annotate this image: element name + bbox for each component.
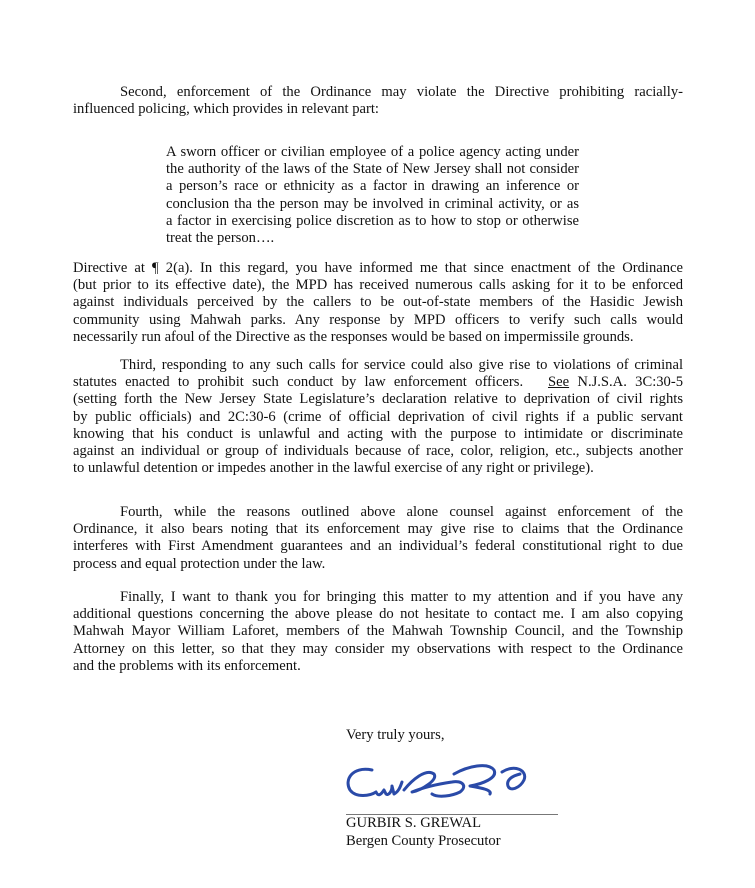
text-line: interferes with First Amendment guarantees and an individual’s federal constitutional right to due (73, 538, 683, 555)
text-line (73, 374, 683, 391)
text-line: (but prior to its effective date), the MPD has received numerous calls asking for it to be enforced (73, 277, 683, 294)
text-line: Fourth, while the reasons outlined above alone counsel against enforcement of the (120, 504, 683, 520)
block-quote (166, 144, 579, 247)
signer-block (346, 815, 501, 850)
text-line: process and equal protection under the law. (73, 555, 326, 572)
text-line: (setting forth the New Jersey State Legislature’s declaration relative to deprivation of civil rights (73, 391, 683, 408)
quote-line: treat the person…. (166, 229, 275, 246)
closing: Very truly yours, (346, 727, 445, 743)
text-line: knowing that his conduct is unlawful and acting with the purpose to intimidate or discriminate (73, 425, 683, 442)
paragraph-fourth (73, 504, 683, 573)
text-line: community using Mahwah parks. Any response by MPD officers to verify such calls would (73, 311, 683, 328)
text-line: by public officials) and 2C:30-6 (crime of official deprivation of civil rights if a public servant (73, 408, 683, 425)
text-line: Attorney on this letter, so that they may consider my observations with respect to the Ordinance (73, 640, 683, 657)
text-line: necessarily run afoul of the Directive as the responses would be based on impermissile grounds. (73, 328, 634, 345)
paragraph-finally (73, 589, 683, 675)
text-line: Mahwah Mayor William Laforet, members of the Mahwah Township Council, and the Township (73, 623, 683, 640)
quote-line: conclusion tha the person may be involved in criminal activity, or as (166, 195, 579, 212)
see-signal: See (548, 374, 570, 391)
signer-title: Bergen County Prosecutor (346, 832, 501, 849)
signer-name: GURBIR S. GREWAL (346, 815, 481, 831)
text-segment: statutes enacted to prohibit such conduct by law enforcement officers. (73, 374, 524, 391)
quote-line: the authority of the laws of the State of New Jersey shall not consider (166, 161, 579, 178)
signature (342, 752, 542, 812)
statute-citation: N.J.S.A. 3C:30-5 (577, 374, 684, 391)
text-line: against an individual or group of individuals because of race, color, religion, etc., subjects another (73, 442, 683, 459)
text-line: against individuals perceived by the callers to be out-of-state members of the Hasidic Jewish (73, 294, 683, 311)
text-line: additional questions concerning the above please do not hesitate to contact me. I am also copying (73, 606, 683, 623)
text-line: Finally, I want to thank you for bringing this matter to my attention and if you have any (120, 589, 683, 605)
text-line: Directive at ¶ 2(a). In this regard, you have informed me that since enactment of the Ordinance (73, 260, 683, 276)
paragraph-second (73, 84, 683, 118)
quote-line: a factor in exercising police discretion as to how to stop or otherwise (166, 212, 579, 229)
text-line: influenced policing, which provides in relevant part: (73, 101, 379, 118)
text-line: to unlawful detention or impedes another in the lawful exercise of any right or privilege). (73, 460, 594, 477)
text-line: Ordinance, it also bears noting that its enforcement may give rise to claims that the Ordinance (73, 521, 683, 538)
paragraph-directive (73, 260, 683, 346)
quote-line: a person’s race or ethnicity as a factor in drawing an inference or (166, 178, 579, 195)
paragraph-third (73, 357, 683, 477)
text-line: Second, enforcement of the Ordinance may violate the Directive prohibiting racially- (120, 84, 683, 100)
text-line: Third, responding to any such calls for service could also give rise to violations of criminal (120, 357, 683, 373)
quote-line: A sworn officer or civilian employee of a police agency acting under (166, 144, 579, 160)
text-line: and the problems with its enforcement. (73, 657, 301, 674)
